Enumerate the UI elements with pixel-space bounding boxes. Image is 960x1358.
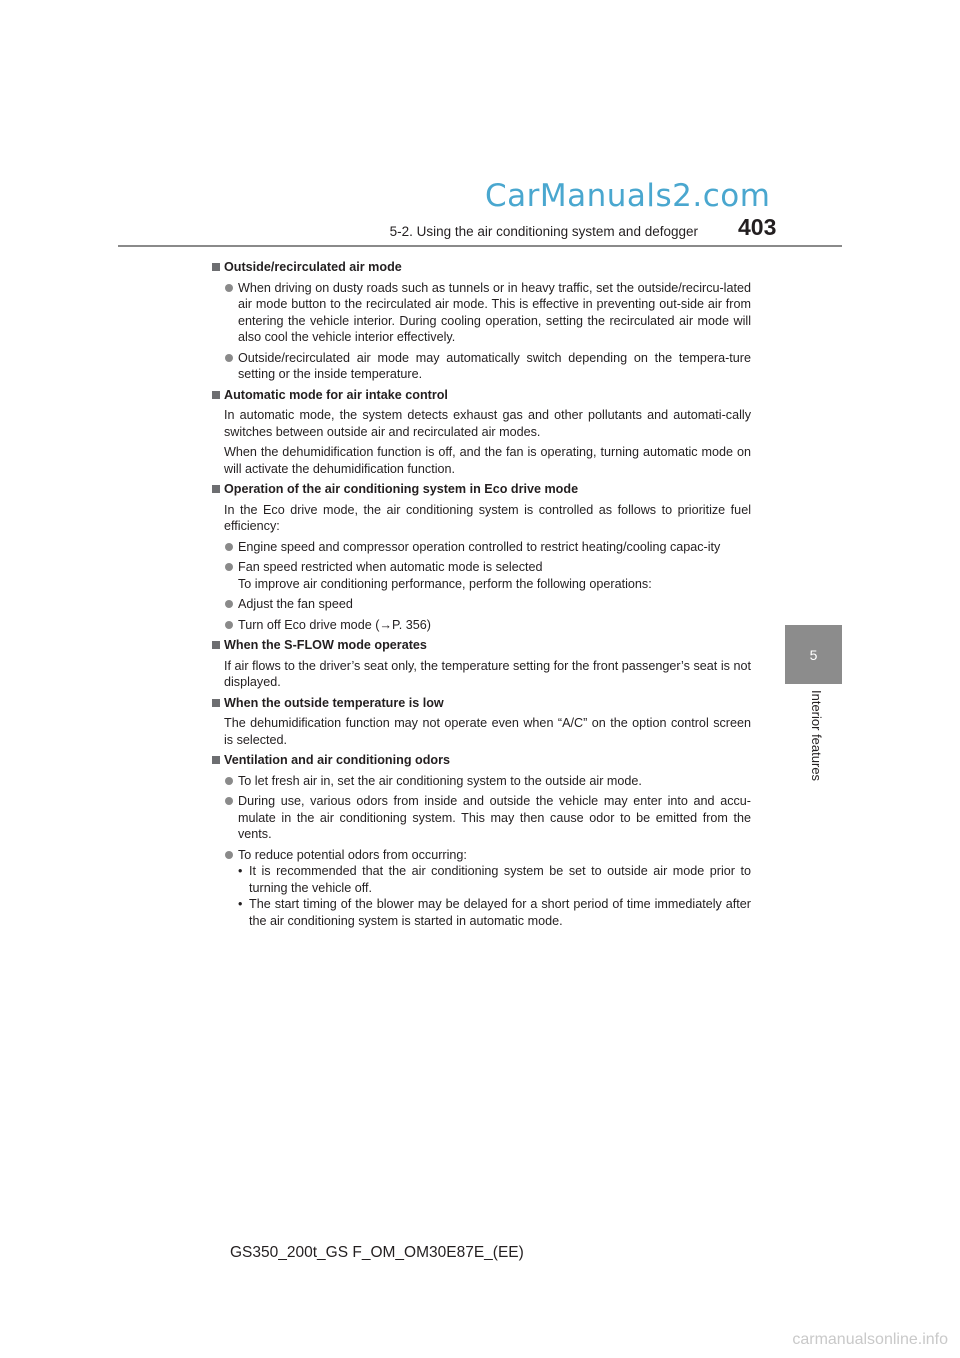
bullet-item	[211, 350, 751, 383]
bullet-item	[211, 793, 751, 843]
section-heading	[211, 695, 751, 712]
sub-bullet-item	[211, 863, 751, 896]
section-heading	[211, 481, 751, 498]
bullet-item	[211, 617, 751, 634]
round-bullet-icon	[225, 354, 233, 362]
watermark-logo: CarManuals2.com	[485, 178, 771, 214]
bullet-text: To let fresh air in, set the air conditioning system to the outside air mode.	[238, 773, 642, 788]
round-bullet-icon	[225, 563, 233, 571]
heading-text: When the outside temperature is low	[224, 695, 444, 710]
round-bullet-icon	[225, 284, 233, 292]
bullet-text: During use, various odors from inside and outside the vehicle may enter into and accu-mulate in the air conditioning system. This may then cause odor to be emitted from the vents.	[238, 794, 751, 841]
paragraph: If air flows to the driver’s seat only, the temperature setting for the front passenger’s seat is not displayed.	[224, 658, 751, 689]
bullet-item	[211, 596, 751, 613]
square-bullet-icon	[212, 263, 220, 271]
square-bullet-icon	[212, 485, 220, 493]
sub-bullet-item	[211, 896, 751, 929]
bullet-continuation: To improve air conditioning performance, perform the following operations:	[238, 576, 652, 591]
bullet-item	[211, 847, 751, 864]
bullet-text: Adjust the fan speed	[238, 597, 353, 611]
heading-text: Operation of the air conditioning system in Eco drive mode	[224, 482, 579, 496]
paragraph: In automatic mode, the system detects exhaust gas and other pollutants and automati-cally switches between outside air and recirculated air modes.	[224, 408, 751, 439]
bullet-item	[211, 539, 751, 556]
paragraph: In the Eco drive mode, the air conditioning system is controlled as follows to prioritize fuel efficiency:	[224, 502, 751, 533]
chapter-tab: 5	[785, 625, 842, 684]
document-code: GS350_200t_GS F_OM_OM30E87E_(EE)	[230, 1244, 524, 1261]
heading-text: Automatic mode for air intake control	[224, 387, 448, 402]
chapter-label: Interior features	[809, 690, 824, 782]
bullet-text: Turn off Eco drive mode (→P. 356)	[238, 617, 431, 632]
watermark-footer: carmanualsonline.info	[792, 1331, 948, 1348]
page-number: 403	[738, 214, 777, 240]
section-heading	[211, 637, 751, 654]
small-dot-icon: •	[238, 897, 243, 911]
round-bullet-icon	[225, 777, 233, 785]
header-divider	[118, 245, 842, 247]
section-heading	[211, 752, 751, 769]
heading-text: When the S-FLOW mode operates	[224, 638, 427, 652]
square-bullet-icon	[212, 391, 220, 399]
square-bullet-icon	[212, 756, 220, 764]
bullet-text: When driving on dusty roads such as tunnels or in heavy traffic, set the outside/recircu-lated air mode button to the recirculated air mode. This is effective in preventing out-side air from entering the vehicle interior. During cooling operation, setting the recirculated air mode will also cool the vehicle interior effectively.	[238, 280, 751, 344]
bullet-text: Engine speed and compressor operation controlled to restrict heating/cooling capac-ity	[238, 539, 721, 554]
bullet-item	[211, 773, 751, 790]
sub-bullet-text: The start timing of the blower may be delayed for a short period of time immediately after the air conditioning system is started in automatic mode.	[249, 897, 751, 928]
small-dot-icon: •	[238, 864, 243, 878]
square-bullet-icon	[212, 699, 220, 707]
bullet-text: Fan speed restricted when automatic mode is selected	[238, 560, 543, 574]
round-bullet-icon	[225, 543, 233, 551]
heading-text: Ventilation and air conditioning odors	[224, 753, 450, 767]
round-bullet-icon	[225, 797, 233, 805]
paragraph: The dehumidification function may not operate even when “A/C” on the option control screen is selected.	[224, 716, 751, 747]
section-heading	[211, 387, 751, 404]
round-bullet-icon	[225, 621, 233, 629]
round-bullet-icon	[225, 600, 233, 608]
page-content	[211, 255, 751, 929]
bullet-item	[211, 280, 751, 346]
round-bullet-icon	[225, 851, 233, 859]
paragraph: When the dehumidification function is off, and the fan is operating, turning automatic mode on will activate the dehumidification function.	[224, 445, 751, 476]
heading-text: Outside/recirculated air mode	[224, 260, 402, 274]
square-bullet-icon	[212, 641, 220, 649]
section-title: 5-2. Using the air conditioning system and defogger	[389, 224, 698, 239]
bullet-text: To reduce potential odors from occurring:	[238, 847, 467, 862]
bullet-text: Outside/recirculated air mode may automatically switch depending on the tempera-ture setting or the inside temperature.	[238, 350, 751, 381]
sub-bullet-text: It is recommended that the air conditioning system be set to outside air mode prior to turning the vehicle off.	[249, 864, 751, 895]
bullet-item	[211, 559, 751, 592]
section-heading	[211, 259, 751, 276]
